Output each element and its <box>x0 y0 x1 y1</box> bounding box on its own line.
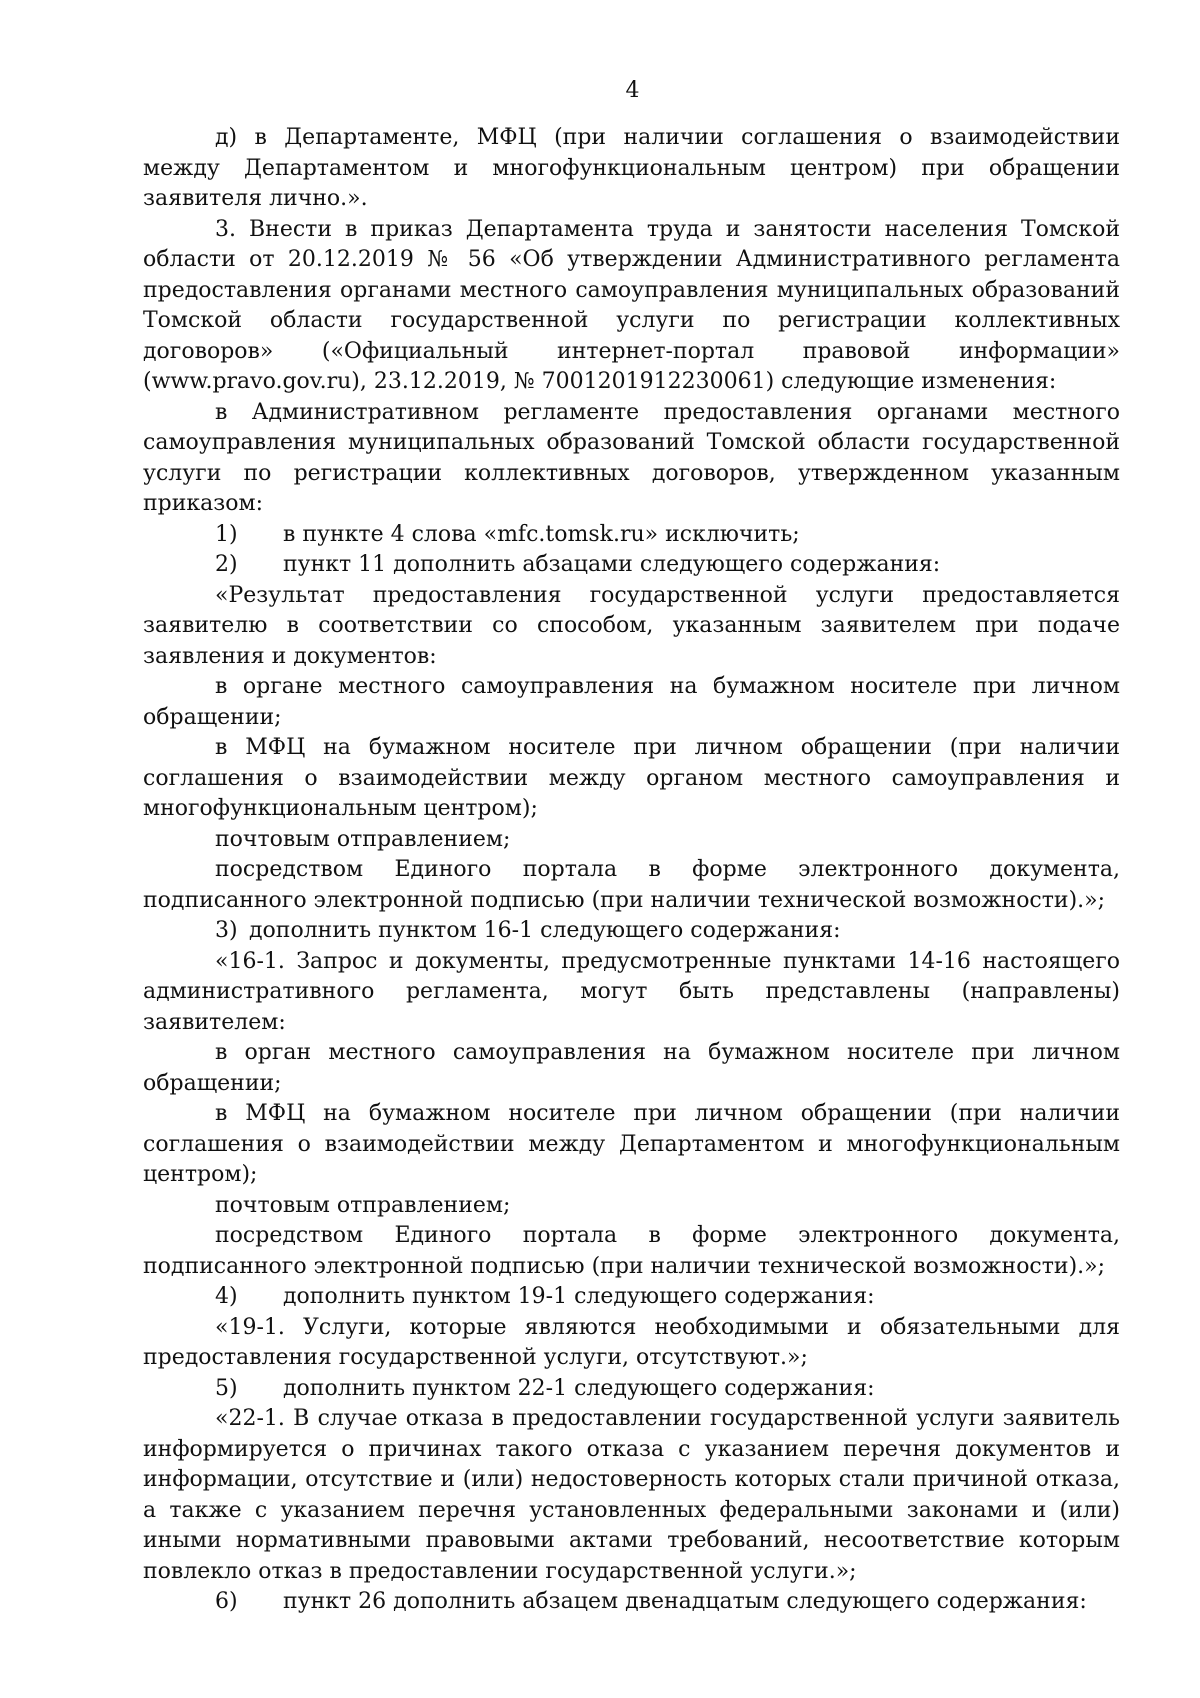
document-body <box>143 123 1120 1618</box>
list-item-text: пункт 11 дополнить абзацами следующего содержания: <box>283 552 941 577</box>
list-item-text: в пункте 4 слова «mfc.tomsk.ru» исключить; <box>283 521 800 547</box>
paragraph: «22-1. В случае отказа в предоставлении государственной услуги заявитель информируется о причинах такого отказа с указанием перечня документов и информации, отсутствие и (или) недостоверность которых стали причиной отказа, а также с указанием перечня установленных федеральными законами и (или) иными нормативными правовыми актами требований, несоответствие которым повлекло отказ в предоставлении государственной услуги.»; <box>143 1406 1120 1584</box>
list-item <box>143 520 1120 551</box>
paragraph: 3. Внести в приказ Департамента труда и занятости населения Томской области от 20.12.2019 № 56 «Об утверждении Административного регламента предоставления органами местного самоуправления муниципальных образований Томской области государственной услуги по регистрации коллективных договоров» («Официальный интернет-портал правовой информации» (www.pravo.gov.ru), 23.12.2019, № 7001201912230061) следующие изменения: <box>143 216 1120 394</box>
paragraph: почтовым отправлением; <box>215 826 511 852</box>
list-item <box>143 550 1120 581</box>
paragraph: в органе местного самоуправления на бумажном носителе при личном обращении; <box>143 674 1120 730</box>
list-item-number: 5) <box>215 1375 238 1401</box>
list-item-text: дополнить пунктом 22-1 следующего содержания: <box>283 1375 875 1401</box>
list-item-number: 1) <box>215 521 238 547</box>
list-item <box>143 1374 1120 1405</box>
paragraph: посредством Единого портала в форме электронного документа, подписанного электронной подписью (при наличии технической возможности).»; <box>143 857 1120 913</box>
list-item-number: 6) <box>215 1589 238 1614</box>
paragraph: в орган местного самоуправления на бумажном носителе при личном обращении; <box>143 1040 1120 1096</box>
paragraph: д) в Департаменте, МФЦ (при наличии соглашения о взаимодействии между Департаментом и многофункциональным центром) при обращении заявителя лично.». <box>143 125 1120 211</box>
paragraph: в МФЦ на бумажном носителе при личном обращении (при наличии соглашения о взаимодействии между органом местного самоуправления и многофункциональным центром); <box>143 735 1120 821</box>
list-item-text: дополнить пунктом 19-1 следующего содержания: <box>283 1284 875 1309</box>
list-item-number: 3) <box>215 918 238 943</box>
paragraph: в Административном регламенте предоставления органами местного самоуправления муниципальных образований Томской области государственной услуги по регистрации коллективных договоров, утвержденном указанным приказом: <box>143 399 1120 516</box>
paragraph: «19-1. Услуги, которые являются необходимыми и обязательными для предоставления государственной услуги, отсутствуют.»; <box>143 1314 1120 1370</box>
paragraph: «16-1. Запрос и документы, предусмотренные пунктами 14-16 настоящего административного регламента, могут быть представлены (направлены) заявителем: <box>143 948 1120 1035</box>
paragraph: «Результат предоставления государственной услуги предоставляется заявителю в соответствии со способом, указанным заявителем при подаче заявления и документов: <box>143 582 1120 669</box>
list-item-number: 4) <box>215 1284 238 1309</box>
paragraph: в МФЦ на бумажном носителе при личном обращении (при наличии соглашения о взаимодействии между Департаментом и многофункциональным центром); <box>143 1101 1120 1187</box>
list-item <box>143 916 1120 947</box>
list-item-text: дополнить пунктом 16-1 следующего содержания: <box>249 918 841 943</box>
page-number: 4 <box>625 78 640 103</box>
paragraph: почтовым отправлением; <box>215 1192 511 1218</box>
list-item-number: 2) <box>215 552 238 577</box>
list-item <box>143 1587 1120 1618</box>
list-item-text: пункт 26 дополнить абзацем двенадцатым следующего содержания: <box>283 1589 1087 1614</box>
paragraph: посредством Единого портала в форме электронного документа, подписанного электронной подписью (при наличии технической возможности).»; <box>143 1223 1120 1279</box>
list-item <box>143 1282 1120 1313</box>
